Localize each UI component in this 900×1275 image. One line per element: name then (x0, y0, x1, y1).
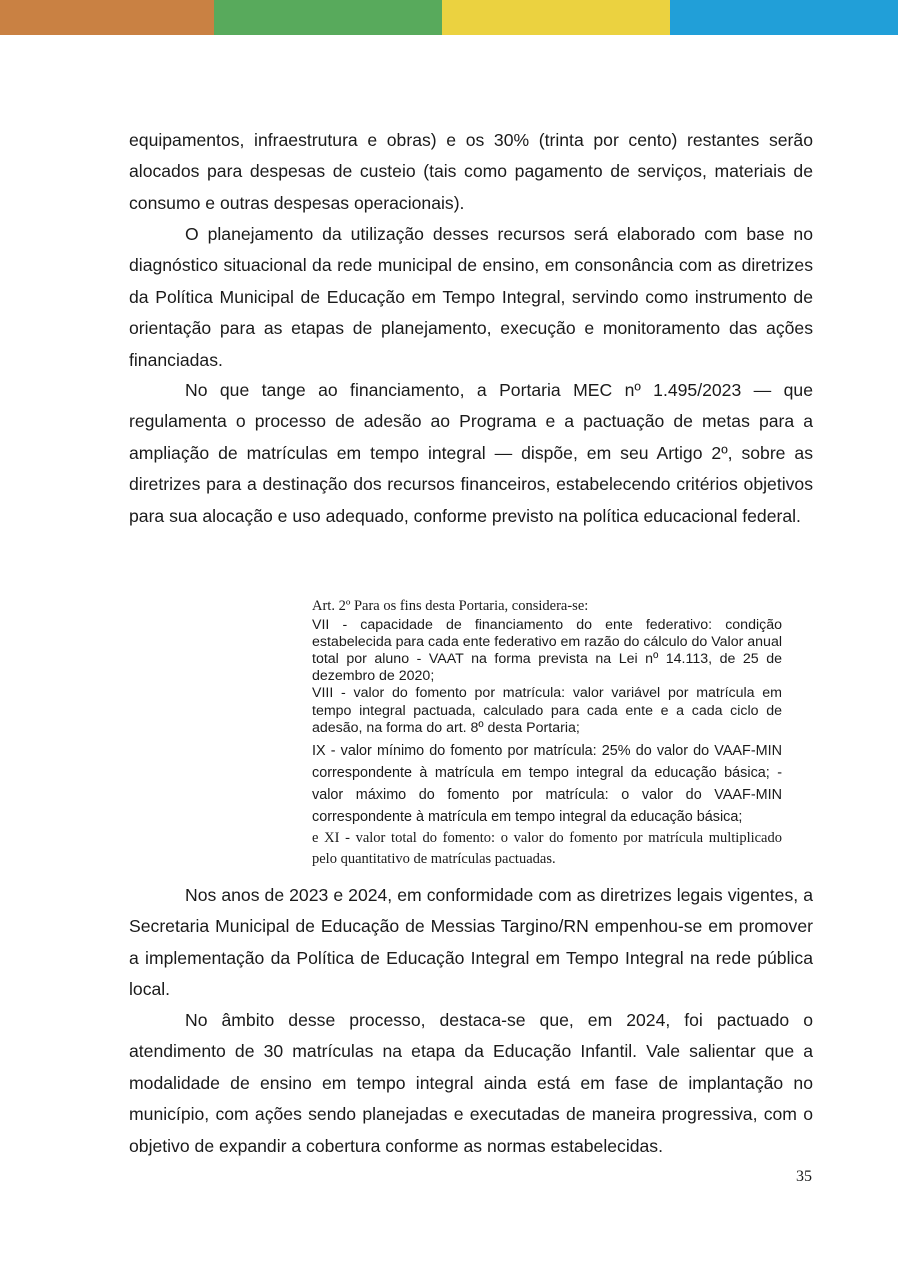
paragraph-enrollments: No âmbito desse processo, destaca-se que, em 2024, foi pactuado o atendimento de 30 matrículas na etapa da Educação Infantil. Vale salientar que a modalidade de ensino em tempo integral ainda está em fase de implantação no município, com ações sendo planejadas e executadas de maneira progressiva, com o objetivo de expandir a cobertura conforme as normas estabelecidas. (129, 1010, 813, 1156)
paragraph-implementation: Nos anos de 2023 e 2024, em conformidade com as diretrizes legais vigentes, a Secretaria Municipal de Educação de Messias Targino/RN empenhou-se em promover a implementação da Política de Educação Integral em Tempo Integral na rede pública local. (129, 885, 813, 1000)
paragraph-continuation: equipamentos, infraestrutura e obras) e os 30% (trinta por cento) restantes serão alocados para despesas de custeio (tais como pagamento de serviços, materiais de consumo e outras despesas operacionais). (129, 130, 813, 213)
quote-item-viii: VIII - valor do fomento por matrícula: valor variável por matrícula em tempo integral pactuada, calculado para cada ente e a cada ciclo de adesão, na forma do art. 8º desta Portaria; (312, 685, 782, 736)
quote-item-ix: IX - valor mínimo do fomento por matrícula: 25% do valor do VAAF-MIN correspondente à matrícula em tempo integral da educação básica; - valor máximo do fomento por matrícula: o valor do VAAF-MIN correspondente à matrícula em tempo integral da educação básica; (312, 742, 782, 825)
paragraph-financing: No que tange ao financiamento, a Portaria MEC nº 1.495/2023 — que regulamenta o processo de adesão ao Programa e a pactuação de metas para a ampliação de matrículas em tempo integral — dispõe, em seu Artigo 2º, sobre as diretrizes para a destinação dos recursos financeiros, estabelecendo critérios objetivos para sua alocação e uso adequado, conforme previsto na política educacional federal. (129, 380, 813, 526)
header-bar-segment-orange (0, 0, 214, 35)
quote-heading: Art. 2º Para os fins desta Portaria, considera-se: (312, 598, 589, 614)
header-color-bar (0, 0, 900, 35)
quote-item-vii: VII - capacidade de financiamento do ente federativo: condição estabelecida para cada ente federativo em razão do cálculo do Valor anual total por aluno - VAAT na forma prevista na Lei nº 14.113, de 25 de dezembro de 2020; (312, 616, 782, 685)
paragraph-planning: O planejamento da utilização desses recursos será elaborado com base no diagnóstico situacional da rede municipal de ensino, em consonância com as diretrizes da Política Municipal de Educação em Tempo Integral, servindo como instrumento de orientação para as etapas de planejamento, execução e monitoramento das ações financiadas. (129, 224, 813, 370)
header-bar-segment-green (214, 0, 442, 35)
legal-quote-block (312, 597, 782, 870)
header-bar-segment-blue (670, 0, 898, 35)
header-bar-segment-yellow (442, 0, 670, 35)
quote-item-xi: e XI - valor total do fomento: o valor do fomento por matrícula multiplicado pelo quantitativo de matrículas pactuadas. (312, 829, 782, 867)
page-number: 35 (796, 1168, 812, 1185)
